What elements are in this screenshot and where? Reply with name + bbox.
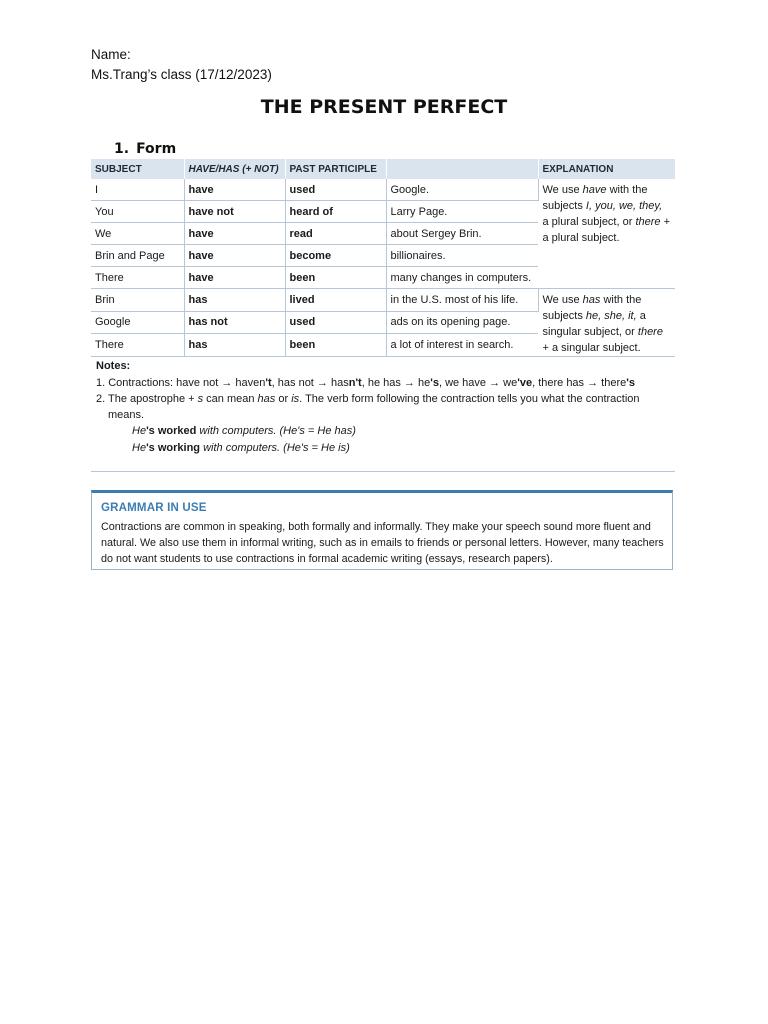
note-apostrophe-cont: means. [108,409,145,421]
cell-past-participle: read [285,223,386,245]
cell-past-participle: heard of [285,201,386,223]
cell-subject: I [91,179,184,201]
cell-complement: Google. [386,179,538,201]
notes-block [96,360,676,457]
table-row [91,179,675,201]
cell-aux: have not [184,201,285,223]
cell-complement: a lot of interest in search. [386,334,538,357]
table-row [91,289,675,312]
grammar-in-use-text: Contractions are common in speaking, both formally and informally. They make your speech sound more fluent and natural. We also use them in informal writing, such as in emails to friends or personal letters. However, many teachers do not want students to use contractions in formal academic writing (essays, research papers). [101,521,664,565]
cell-complement: in the U.S. most of his life. [386,289,538,312]
cell-subject: Brin and Page [91,245,184,267]
section-divider [91,471,675,472]
cell-complement: Larry Page. [386,201,538,223]
section-number: 1. [114,141,130,157]
header-explanation: EXPLANATION [538,159,675,179]
cell-subject: Brin [91,289,184,312]
present-perfect-form-table [91,159,675,357]
explanation-have: We use have with the subjects I, you, we, they, a plural subject, or there + a plural subject. [538,179,675,289]
cell-aux: have [184,245,285,267]
note-apostrophe: 2. The apostrophe + s can mean has or is. The verb form following the contraction tells you what the contraction [96,393,640,405]
cell-past-participle: become [285,245,386,267]
grammar-in-use-box [91,490,673,570]
cell-complement: billionaires. [386,245,538,267]
cell-complement: many changes in computers. [386,267,538,289]
cell-past-participle: lived [285,289,386,312]
cell-aux: has [184,334,285,357]
example-has: He's worked with computers. (He's = He has) [132,425,356,437]
cell-aux: have [184,223,285,245]
cell-aux: have [184,179,285,201]
cell-aux: has [184,289,285,312]
notes-heading: Notes: [96,360,131,372]
name-label: Name: [91,47,131,62]
class-info: Ms.Trang’s class (17/12/2023) [91,67,272,82]
cell-subject: There [91,334,184,357]
header-complement [386,159,538,179]
cell-past-participle: used [285,179,386,201]
header-subject: SUBJECT [91,159,184,179]
header-have-has: HAVE/HAS (+ NOT) [184,159,285,179]
table-header-row [91,159,675,179]
cell-subject: Google [91,311,184,334]
cell-aux: has not [184,311,285,334]
page-title: THE PRESENT PERFECT [260,96,508,118]
cell-complement: ads on its opening page. [386,311,538,334]
note-contractions: 1. Contractions: have not → haven't, has not → hasn't, he has → he's, we have → we've, there has → there's [96,377,635,389]
header-past-participle: PAST PARTICIPLE [285,159,386,179]
section-label: Form [136,141,177,157]
cell-subject: You [91,201,184,223]
cell-past-participle: used [285,311,386,334]
cell-aux: have [184,267,285,289]
explanation-has: We use has with the subjects he, she, it, a singular subject, or there + a singular subject. [538,289,675,357]
cell-past-participle: been [285,267,386,289]
grammar-in-use-title: GRAMMAR IN USE [101,502,207,514]
cell-complement: about Sergey Brin. [386,223,538,245]
cell-subject: We [91,223,184,245]
cell-past-participle: been [285,334,386,357]
cell-subject: There [91,267,184,289]
example-is: He's working with computers. (He's = He is) [132,442,350,454]
section-heading [114,141,176,157]
